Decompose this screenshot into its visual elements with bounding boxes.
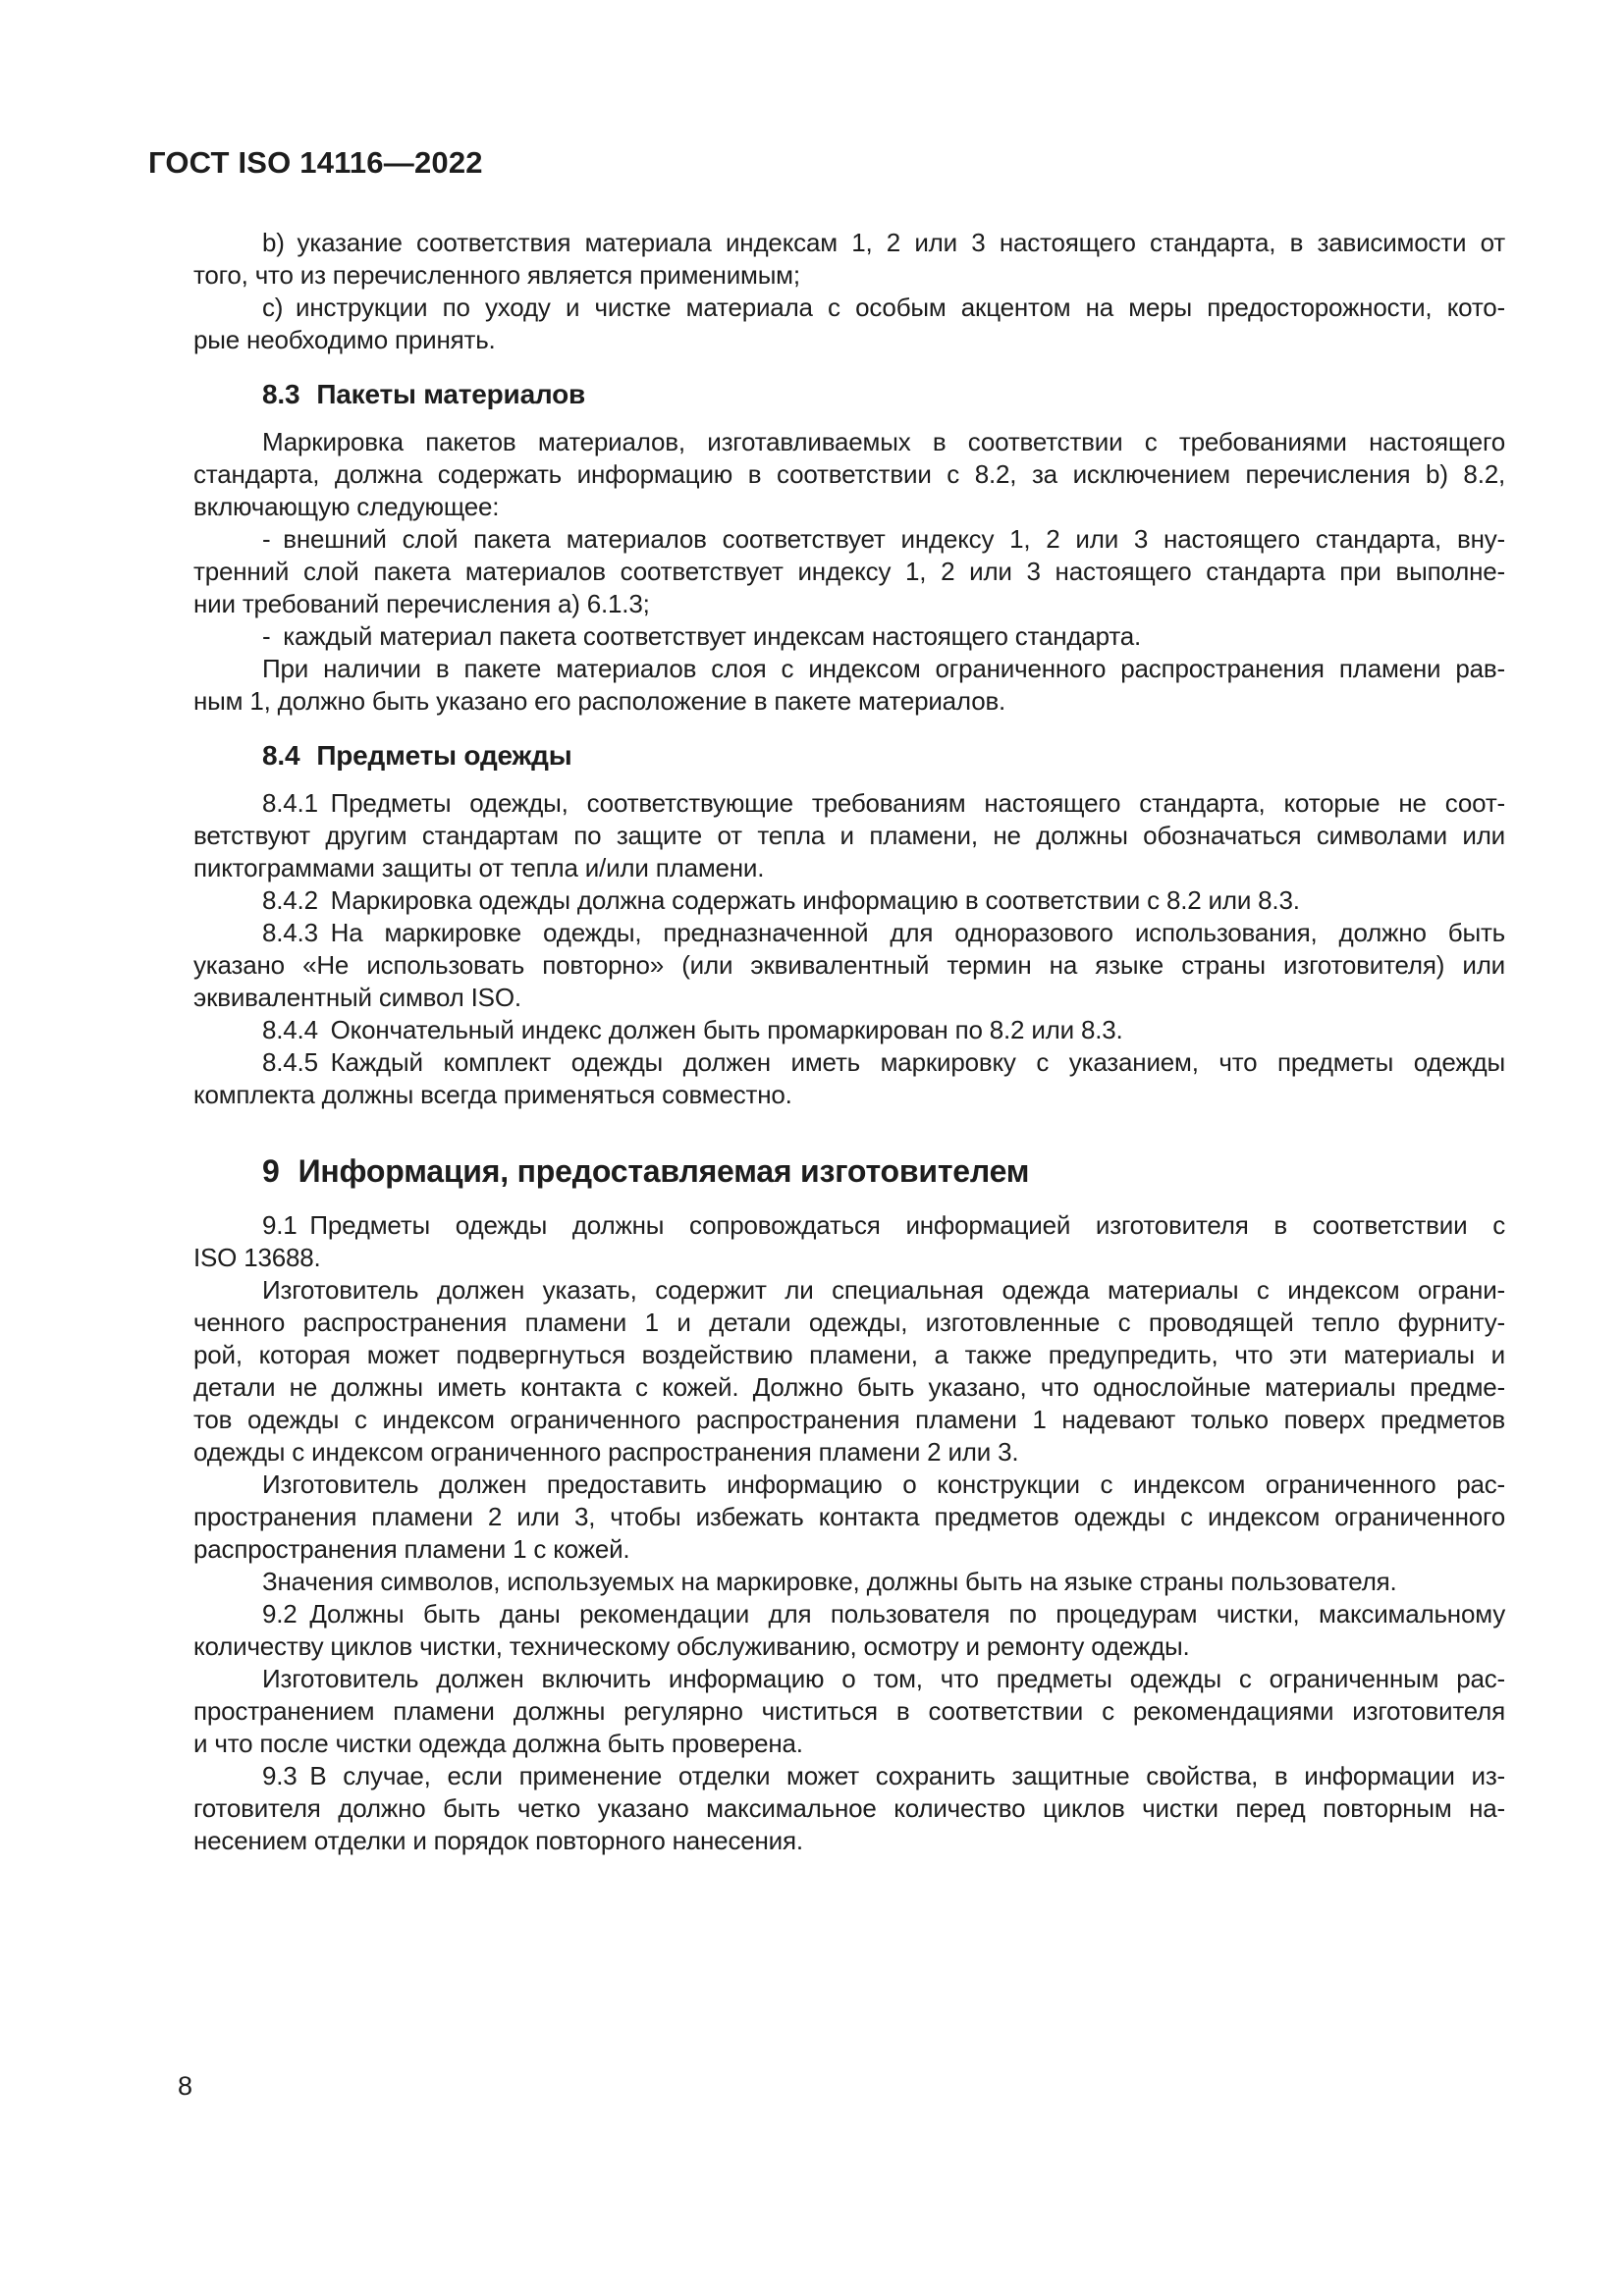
paragraph-line: 8.4.2 Маркировка одежды должна содержать информацию в соответствии с 8.2 или 8.3. [262,885,1300,915]
paragraph-line: b) указание соответствия материала индексам 1, 2 или 3 настоящего стандарта, в зависимости от [262,228,1505,257]
paragraph-line: 8.4.4 Окончательный индекс должен быть промаркирован по 8.2 или 8.3. [262,1015,1123,1044]
paragraph-line: указано «Не использовать повторно» (или эквивалентный термин на языке страны изготовителя) или [193,950,1505,980]
paragraph-line: c) инструкции по уходу и чистке материала с особым акцентом на меры предосторожности, кото- [262,293,1505,322]
paragraph-line: 8.4.3 На маркировке одежды, предназначенной для одноразового использования, должно быть [262,918,1505,947]
paragraph-line: пиктограммами защиты от тепла и/или пламени. [193,853,765,882]
paragraph [193,653,1505,718]
chapter-heading [193,1151,1505,1191]
paragraph-line: Изготовитель должен включить информацию о том, что предметы одежды с ограниченным рас- [262,1664,1505,1693]
paragraph-line: пространением пламени должны регулярно чиститься в соответствии с рекомендациями изготовителя [193,1696,1505,1726]
paragraph-line: Изготовитель должен предоставить информацию о конструкции с индексом ограниченного рас- [262,1469,1505,1499]
paragraph-line: и что после чистки одежда должна быть проверена. [193,1729,803,1758]
paragraph-line: 8.4.1 Предметы одежды, соответствующие требованиям настоящего стандарта, которые не соот- [262,788,1505,818]
paragraph-line: ветствуют другим стандартам по защите от тепла и пламени, не должны обозначаться символами или [193,821,1505,850]
paragraph-line: - внешний слой пакета материалов соответствует индексу 1, 2 или 3 настоящего стандарта, вну- [262,524,1505,554]
paragraph-line: тов одежды с индексом ограниченного распространения пламени 1 надевают только поверх предметов [193,1405,1505,1434]
paragraph-line: готовителя должно быть четко указано максимальное количество циклов чистки перед повторным на- [193,1793,1505,1823]
standard-code-header: ГОСТ ISO 14116—2022 [148,145,483,180]
paragraph-line: Значения символов, используемых на маркировке, должны быть на языке страны пользователя. [262,1567,1397,1596]
document-body [193,227,1505,1857]
paragraph-line: одежды с индексом ограниченного распространения пламени 2 или 3. [193,1437,1019,1467]
page-number: 8 [178,2071,193,2101]
paragraph-line: 9.3 В случае, если применение отделки может сохранить защитные свойства, в информации из- [262,1761,1505,1790]
paragraph [193,1046,1505,1111]
paragraph-line: детали не должны иметь контакта с кожей. Должно быть указано, что однослойные материалы предме- [193,1372,1505,1402]
heading-title: Предметы одежды [316,740,572,771]
paragraph-line: ченного распространения пламени 1 и детали одежды, изготовленные с проводящей тепло фурниту- [193,1308,1505,1337]
paragraph [193,1209,1505,1274]
paragraph-line: Маркировка пакетов материалов, изготавливаемых в соответствии с требованиями настоящего [262,427,1505,456]
section-heading [193,378,1505,410]
paragraph [193,1760,1505,1857]
paragraph [193,292,1505,356]
paragraph [193,523,1505,620]
paragraph [193,1468,1505,1566]
paragraph [193,426,1505,523]
paragraph-line: тренний слой пакета материалов соответствует индексу 1, 2 или 3 настоящего стандарта при выполне- [193,557,1505,586]
paragraph-line: количеству циклов чистки, техническому обслуживанию, осмотру и ремонту одежды. [193,1631,1190,1661]
paragraph-line: пространения пламени 2 или 3, чтобы избежать контакта предметов одежды с индексом ограниченного [193,1502,1505,1531]
paragraph-line: ISO 13688. [193,1243,321,1272]
heading-title: Информация, предоставляемая изготовителем [298,1153,1030,1189]
section-heading [193,739,1505,772]
heading-number: 9 [262,1153,280,1189]
paragraph-line: 8.4.5 Каждый комплект одежды должен иметь маркировку с указанием, что предметы одежды [262,1047,1505,1077]
paragraph-line: 9.2 Должны быть даны рекомендации для пользователя по процедурам чистки, максимальному [262,1599,1505,1629]
paragraph [193,1014,1505,1046]
paragraph-line: Изготовитель должен указать, содержит ли специальная одежда материалы с индексом ограни- [262,1275,1505,1305]
paragraph-line: ным 1, должно быть указано его расположение в пакете материалов. [193,686,1006,716]
paragraph [193,227,1505,292]
paragraph [193,1663,1505,1760]
paragraph-line: того, что из перечисленного является применимым; [193,260,800,290]
paragraph [193,787,1505,884]
heading-number: 8.4 [262,740,300,771]
paragraph-line: 9.1 Предметы одежды должны сопровождаться информацией изготовителя в соответствии с [262,1210,1505,1240]
paragraph [193,1598,1505,1663]
heading-number: 8.3 [262,379,300,409]
paragraph [193,884,1505,917]
paragraph-line: несением отделки и порядок повторного нанесения. [193,1826,803,1855]
paragraph [193,1566,1505,1598]
paragraph-line: рые необходимо принять. [193,325,496,354]
paragraph [193,620,1505,653]
paragraph-line: комплекта должны всегда применяться совместно. [193,1080,792,1109]
paragraph-line: - каждый материал пакета соответствует индексам настоящего стандарта. [262,621,1142,651]
paragraph-line: нии требований перечисления а) 6.1.3; [193,589,650,618]
paragraph-line: эквивалентный символ ISO. [193,983,521,1012]
paragraph-line: распространения пламени 1 с кожей. [193,1534,630,1564]
paragraph [193,917,1505,1014]
paragraph-line: рой, которая может подвергнуться воздействию пламени, а также предупредить, что эти материалы и [193,1340,1505,1369]
paragraph-line: стандарта, должна содержать информацию в соответствии с 8.2, за исключением перечисления b) 8.2, [193,459,1505,489]
paragraph-line: включающую следующее: [193,492,500,521]
paragraph [193,1274,1505,1468]
heading-title: Пакеты материалов [316,379,586,409]
paragraph-line: При наличии в пакете материалов слоя с индексом ограниченного распространения пламени рав- [262,654,1505,683]
